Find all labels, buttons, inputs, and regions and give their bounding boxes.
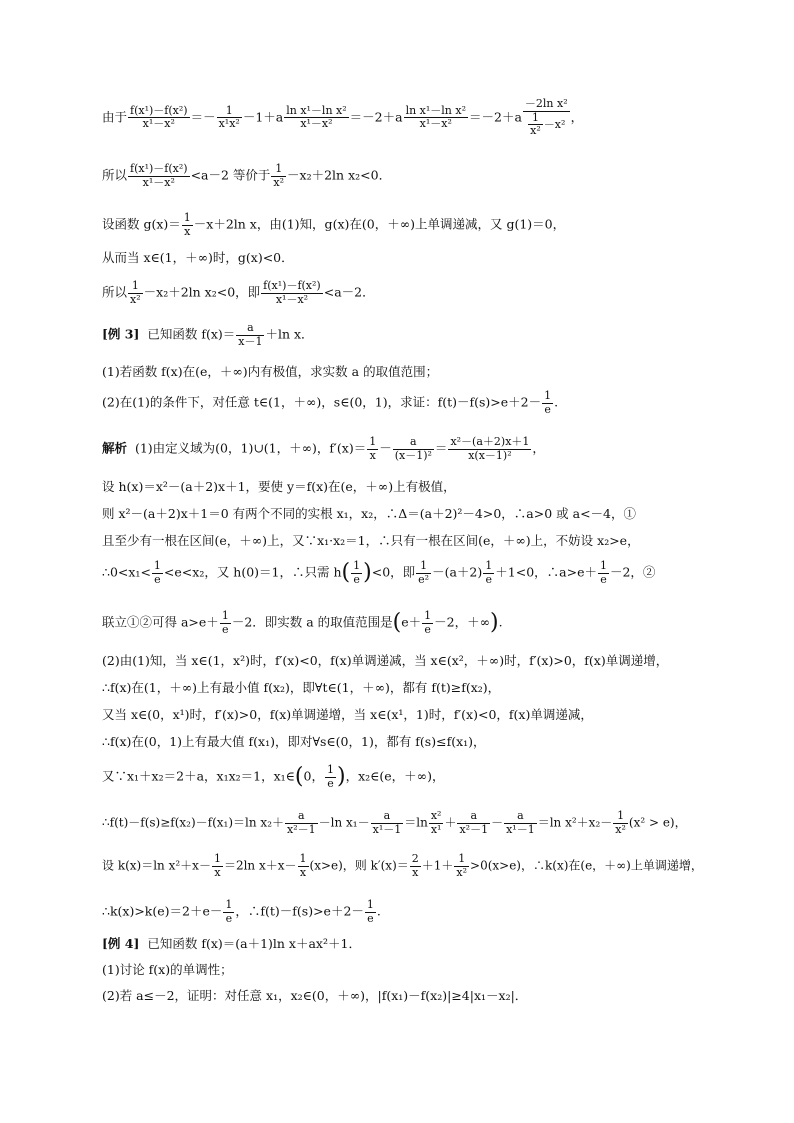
denominator: x: [184, 224, 191, 238]
numerator: 1: [213, 852, 221, 865]
fraction: [422, 610, 433, 636]
fraction: [220, 610, 231, 636]
text: －: [379, 440, 392, 456]
denominator: e: [154, 572, 161, 586]
denominator: x¹－1: [372, 822, 402, 836]
example-tag: [例 4]: [102, 936, 140, 951]
paren: (: [392, 610, 402, 636]
text: ＝ln: [404, 815, 428, 830]
fraction: [351, 560, 362, 586]
numerator: f(x¹)－f(x²): [130, 162, 188, 175]
fraction: [128, 105, 190, 131]
text: ，: [570, 109, 584, 125]
numerator: 2: [411, 852, 419, 865]
numerator: 1: [221, 609, 229, 622]
denominator: x(x－1)²: [468, 448, 512, 462]
denominator: x: [369, 448, 376, 462]
fraction: [429, 810, 444, 836]
fraction: [152, 560, 163, 586]
text-line-16: ∴f(x)在(1，＋∞)上有最小值 f(x₂)，即∀t∈(1，＋∞)，都有 f(t)≥f(x₂)，: [102, 680, 501, 695]
eq-line-8: [102, 390, 558, 416]
eq-line-13: [102, 560, 655, 586]
text: 又∵x₁＋x₂＝2＋a，x₁x₂＝1，x₁∈: [102, 768, 295, 784]
text: ∴k(x)>k(e)＝2＋e－: [102, 903, 223, 919]
text: ＋: [444, 815, 457, 830]
text: ，x₂∈(e，＋∞)，: [345, 768, 445, 784]
text: .: [498, 614, 503, 630]
numerator: 1: [369, 435, 377, 448]
eq-line-3: [102, 212, 565, 238]
text: <0，即: [371, 564, 416, 580]
paren: (: [341, 560, 351, 586]
eq-line-2: [102, 163, 391, 189]
fraction: [285, 810, 318, 836]
denominator: x－1: [238, 334, 263, 348]
fraction: [504, 810, 537, 836]
example-3-heading: [102, 322, 314, 348]
numerator: 1: [153, 559, 161, 572]
text: 0，: [303, 768, 324, 784]
text: ∴f(t)－f(s)≥f(x₂)－f(x₁)＝ln x₂＋: [102, 815, 285, 830]
text: 设 k(x)＝ln x²＋x－: [102, 858, 211, 873]
fraction: [367, 436, 378, 462]
denominator: e: [367, 911, 374, 925]
text: －x₂＋2ln x₂<0．: [287, 167, 392, 183]
text: 已知函数 f(x)＝: [147, 326, 236, 342]
numerator: －2ln x²: [524, 97, 568, 110]
denominator: x²: [530, 124, 541, 138]
denominator: e: [485, 572, 493, 586]
fraction: [371, 810, 404, 836]
text: 设函数 g(x)＝: [102, 216, 181, 232]
fraction: [223, 899, 234, 925]
numerator: 1: [353, 559, 361, 572]
denominator: x¹－x²: [275, 292, 309, 306]
numerator: 1: [485, 559, 493, 572]
denominator: e: [222, 622, 229, 636]
numerator: a: [236, 322, 264, 336]
numerator: a: [285, 810, 318, 824]
numerator: x²－(a＋2)x＋1: [450, 435, 530, 448]
text: (x² > e)，: [628, 815, 687, 830]
denominator: x²: [456, 865, 468, 879]
denominator: e: [353, 572, 360, 586]
fraction: [448, 436, 531, 462]
text: ∴0<x₁<: [102, 564, 151, 580]
fraction: [542, 390, 553, 416]
fraction: [284, 105, 348, 131]
numerator: 1: [225, 898, 233, 911]
fraction: [404, 105, 468, 131]
denominator: e: [225, 911, 233, 925]
numerator: f(x¹)－f(x²): [263, 279, 321, 292]
numerator: 1: [326, 763, 334, 776]
text: >0(x>e)，∴k(x)在(e，＋∞)上单调递增，: [470, 858, 703, 873]
text: －2．即实数 a 的取值范围是: [231, 614, 393, 630]
eq-line-1: [102, 98, 583, 138]
analysis-line: [102, 436, 545, 462]
fraction: [271, 163, 286, 189]
text: 所以: [102, 284, 128, 300]
numerator: a: [393, 436, 434, 450]
example-tag: [例 3]: [102, 326, 140, 342]
paren: ): [490, 610, 499, 636]
numerator: 1: [183, 211, 191, 224]
text: －x²: [543, 117, 566, 131]
denominator: e: [544, 402, 551, 416]
fraction: [365, 899, 376, 925]
numerator: 1: [599, 559, 607, 572]
numerator: 1: [613, 810, 628, 824]
numerator: f(x¹)－f(x²): [130, 103, 188, 117]
denominator: x²: [273, 175, 285, 189]
text-line-11: 则 x²－(a＋2)x＋1＝0 有两个不同的实根 x₁，x₂，∴Δ＝(a＋2)²－4>0，∴a>0 或 a<－4，①: [102, 506, 636, 521]
text: －2，②: [609, 564, 656, 580]
fraction: [416, 560, 431, 586]
text-line-4: 从而当 x∈(1，＋∞)时，g(x)<0．: [102, 250, 294, 265]
denominator: x¹－x²: [419, 117, 452, 131]
text: ＋1<0，∴a>e＋: [495, 564, 597, 580]
text: ＝ln x²＋x₂－: [537, 815, 613, 830]
denominator: e: [600, 572, 607, 586]
denominator: x: [299, 865, 307, 879]
text: e＋: [401, 614, 422, 630]
text: (1)由定义域为(0，1)∪(1，＋∞)，f′(x)＝: [134, 440, 367, 456]
fraction: [457, 810, 490, 836]
text: ＝2ln x＋x－: [223, 858, 297, 873]
text: .: [376, 903, 381, 919]
numerator: 1: [217, 105, 242, 119]
fraction: [182, 212, 193, 238]
text-line-18: ∴f(x)在(0，1)上有最大值 f(x₁)，即对∀s∈(0，1)，都有 f(s)≤f(x₁)，: [102, 734, 486, 749]
text-line-10: 设 h(x)＝x²－(a＋2)x＋1，要使 y＝f(x)在(e，＋∞)上有极值，: [102, 479, 456, 494]
text: ，: [532, 440, 545, 456]
fraction: [410, 853, 421, 879]
numerator: 1: [544, 389, 552, 402]
numerator: 1: [366, 898, 374, 911]
text: －(a＋2): [432, 564, 483, 580]
text: 已知函数 f(x)＝(a＋1)ln x＋ax²＋1．: [147, 936, 361, 951]
eq-line-22: [102, 899, 381, 925]
text: <a－2．: [323, 284, 375, 300]
text: ＝: [434, 440, 448, 456]
numerator: a: [504, 810, 537, 824]
text-line-17: 又当 x∈(0，x¹)时，f′(x)>0，f(x)单调递增，当 x∈(x¹，1)时，f′(x)<0，f(x)单调递减，: [102, 707, 593, 722]
text: 由于: [102, 109, 128, 125]
text: (x>e)，则 k′(x)＝: [309, 858, 409, 873]
text: ＝－2＋a: [469, 109, 522, 125]
numerator: 1: [424, 609, 432, 622]
text: (2)在(1)的条件下，对任意 t∈(1，＋∞)，s∈(0，1)，求证：f(t)－f(s)>e＋2－: [102, 394, 542, 410]
analysis-tag: 解析: [102, 440, 128, 456]
fraction: [613, 810, 628, 836]
numerator: x²: [430, 809, 442, 822]
paren: (: [294, 764, 304, 790]
eq-line-5: [102, 280, 375, 306]
denominator: x²: [130, 292, 141, 306]
denominator: e: [424, 622, 431, 636]
text: －x＋2ln x，由(1)知，g(x)在(0，＋∞)上单调递减，又 g(1)＝0，: [193, 216, 566, 232]
numerator: 1: [454, 853, 469, 867]
text: －: [491, 815, 504, 830]
fraction: [298, 853, 309, 879]
eq-line-14: [102, 610, 503, 636]
example-4-heading: [102, 938, 361, 951]
denominator: x²－1: [459, 822, 489, 836]
numerator: a: [457, 810, 490, 824]
text: .: [554, 394, 559, 410]
denominator: x: [412, 865, 419, 879]
fraction: [217, 105, 242, 131]
text: ＋1＋: [421, 858, 454, 873]
denominator: x¹－x²: [300, 117, 333, 131]
eq-line-21: [102, 853, 703, 879]
fraction: [128, 163, 190, 189]
text-line-7: (1)若函数 f(x)在(e，＋∞)内有极值，求实数 a 的取值范围；: [102, 364, 439, 379]
fraction: [261, 280, 323, 306]
numerator: 1: [271, 163, 286, 177]
compound-fraction: [523, 98, 570, 138]
eq-line-19: [102, 764, 444, 790]
denominator: e²: [418, 572, 430, 586]
text: <e<x₂，又 h(0)＝1，∴只需 h: [163, 564, 342, 580]
denominator: x²－1: [287, 822, 316, 836]
denominator: x¹x²: [218, 117, 240, 131]
fraction: [528, 112, 543, 138]
text: ＋ln x．: [265, 326, 314, 342]
fraction: [393, 436, 434, 462]
fraction: [212, 853, 223, 879]
fraction: [236, 322, 264, 348]
text: 联立①②可得 a>e＋: [102, 614, 219, 630]
denominator: x²: [615, 822, 626, 836]
text-line-24: (1)讨论 f(x)的单调性；: [102, 962, 233, 977]
text: －ln x₁－: [318, 815, 370, 830]
fraction: [483, 560, 494, 586]
text-line-12: 且至少有一根在区间(e，＋∞)上，又∵x₁·x₂＝1，∴只有一根在区间(e，＋∞)上，不妨设 x₂>e，: [102, 533, 640, 548]
denominator: x: [214, 865, 221, 879]
numerator: ln x¹－ln x²: [286, 103, 347, 117]
denominator: (x－1)²: [394, 448, 432, 462]
text-line-15: (2)由(1)知，当 x∈(1，x²)时，f′(x)<0，f(x)单调递减，当 x∈(x²，＋∞)时，f′(x)>0，f(x)单调递增，: [102, 653, 669, 668]
numerator: 1: [416, 560, 431, 574]
text: －1＋a: [242, 109, 284, 125]
paren: ): [363, 560, 372, 586]
denominator: x¹－x²: [142, 117, 175, 131]
eq-line-20: [102, 810, 687, 836]
numerator: 1: [528, 112, 543, 126]
numerator: ln x¹－ln x²: [405, 103, 466, 117]
numerator: 1: [128, 280, 143, 294]
denominator: x¹: [430, 822, 442, 836]
fraction: [598, 560, 609, 586]
fraction: [128, 280, 143, 306]
denominator: x¹－1: [506, 822, 535, 836]
denominator: x¹－x²: [142, 175, 175, 189]
denominator: e: [327, 776, 334, 790]
text: －2，＋∞: [434, 614, 491, 630]
numerator: 1: [299, 852, 307, 865]
paren: ): [336, 764, 346, 790]
text-line-25: (2)若 a≤－2，证明：对任意 x₁，x₂∈(0，＋∞)，|f(x₁)－f(x₂)|≥4|x₁－x₂|．: [102, 988, 528, 1003]
text: ＝－: [190, 109, 216, 125]
fraction: [325, 764, 336, 790]
text: <a－2 等价于: [190, 167, 271, 183]
text: ，∴f(t)－f(s)>e＋2－: [235, 903, 364, 919]
text: －x₂＋2ln x₂<0，即: [143, 284, 261, 300]
denominator: [523, 112, 570, 138]
text: ＝－2＋a: [349, 109, 403, 125]
fraction: [454, 853, 469, 879]
numerator: a: [371, 810, 404, 824]
text: 所以: [102, 167, 128, 183]
